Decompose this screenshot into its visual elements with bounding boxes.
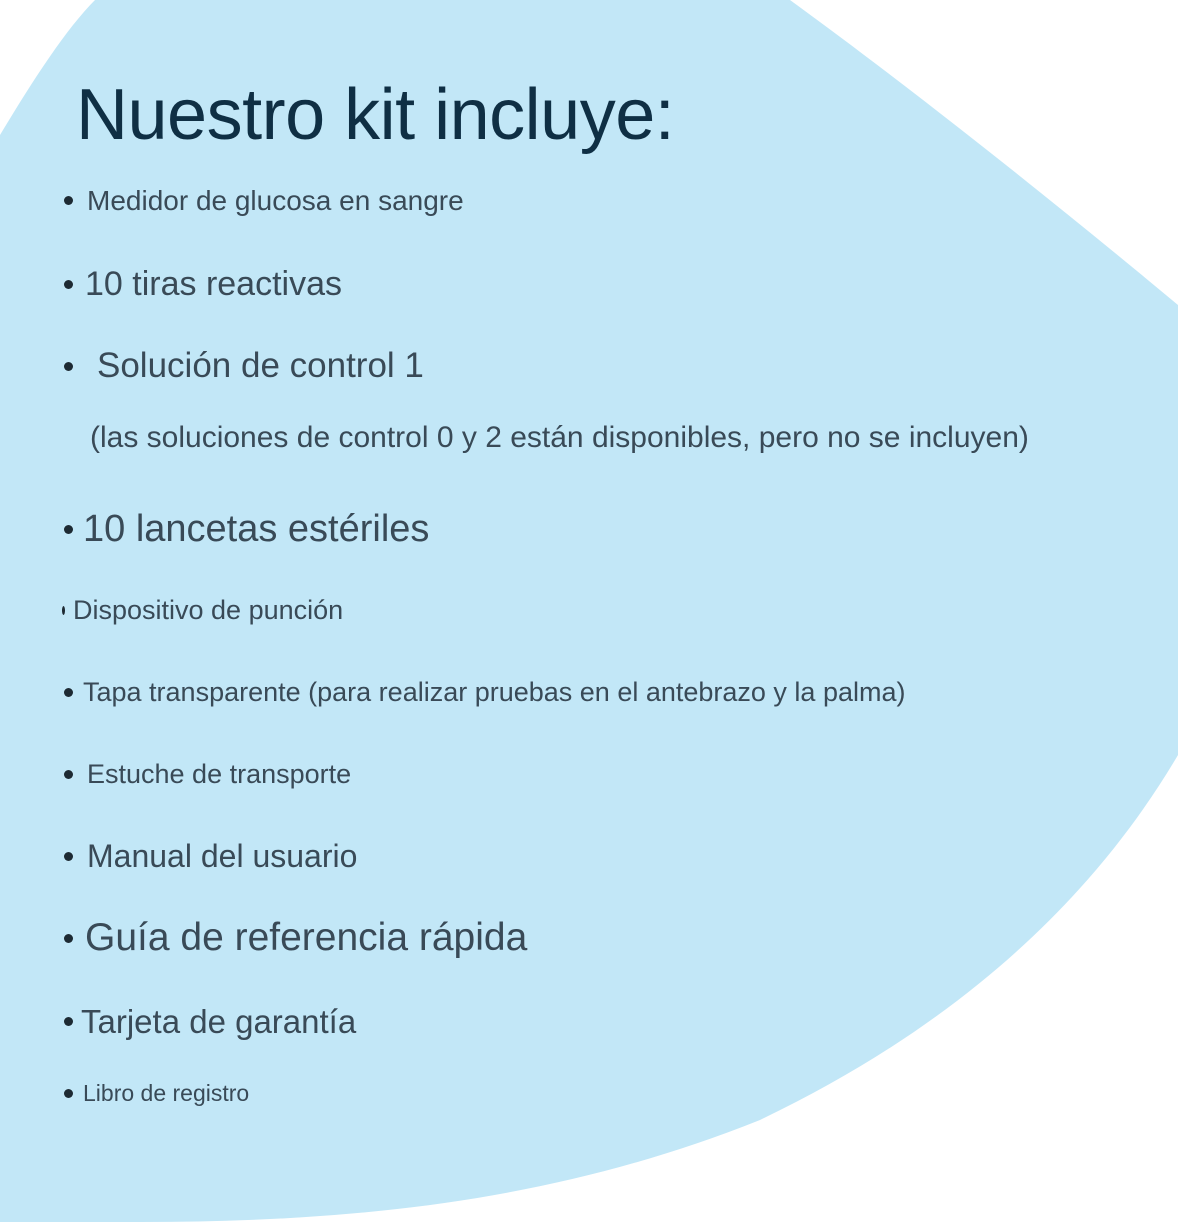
list-item (60, 1000, 362, 1044)
list-item (60, 262, 348, 307)
bullet-icon (64, 196, 73, 205)
list-item-label: Manual del usuario (83, 835, 363, 877)
page-title: Nuestro kit incluye: (76, 75, 675, 155)
bullet-icon (64, 280, 73, 289)
bullet-icon (64, 852, 73, 861)
list-item-label: Tarjeta de garantía (77, 1000, 362, 1044)
list-item-label: Tapa transparente (para realizar pruebas en el antebrazo y la palma) (79, 674, 911, 710)
list-item (60, 674, 911, 710)
list-item-label: 10 lancetas estériles (79, 505, 435, 555)
list-item-label: Estuche de transporte (83, 756, 357, 792)
bullet-icon (64, 525, 73, 534)
list-item (60, 1078, 255, 1110)
list-item (60, 592, 349, 628)
bullet-icon (64, 770, 73, 779)
bullet-icon (64, 362, 73, 371)
list-item-label: Guía de referencia rápida (81, 913, 533, 964)
bullet-icon (62, 606, 65, 615)
bullet-icon (64, 1089, 73, 1098)
list-item (60, 182, 470, 220)
list-item-label: 10 tiras reactivas (81, 262, 348, 307)
bullet-icon (64, 688, 73, 697)
list-item (60, 913, 533, 964)
list-item (60, 756, 357, 792)
list-item (60, 835, 363, 877)
list-item (60, 343, 430, 389)
list-item-label: Libro de registro (79, 1078, 255, 1110)
list-item-label: Dispositivo de punción (69, 592, 349, 628)
list-item (60, 505, 435, 555)
list-item-label: Medidor de glucosa en sangre (83, 182, 470, 220)
bullet-icon (64, 934, 73, 943)
list-item-label: Solución de control 1 (93, 343, 430, 389)
bullet-icon (64, 1017, 73, 1026)
control-solution-note: (las soluciones de control 0 y 2 están disponibles, pero no se incluyen) (90, 421, 1029, 454)
